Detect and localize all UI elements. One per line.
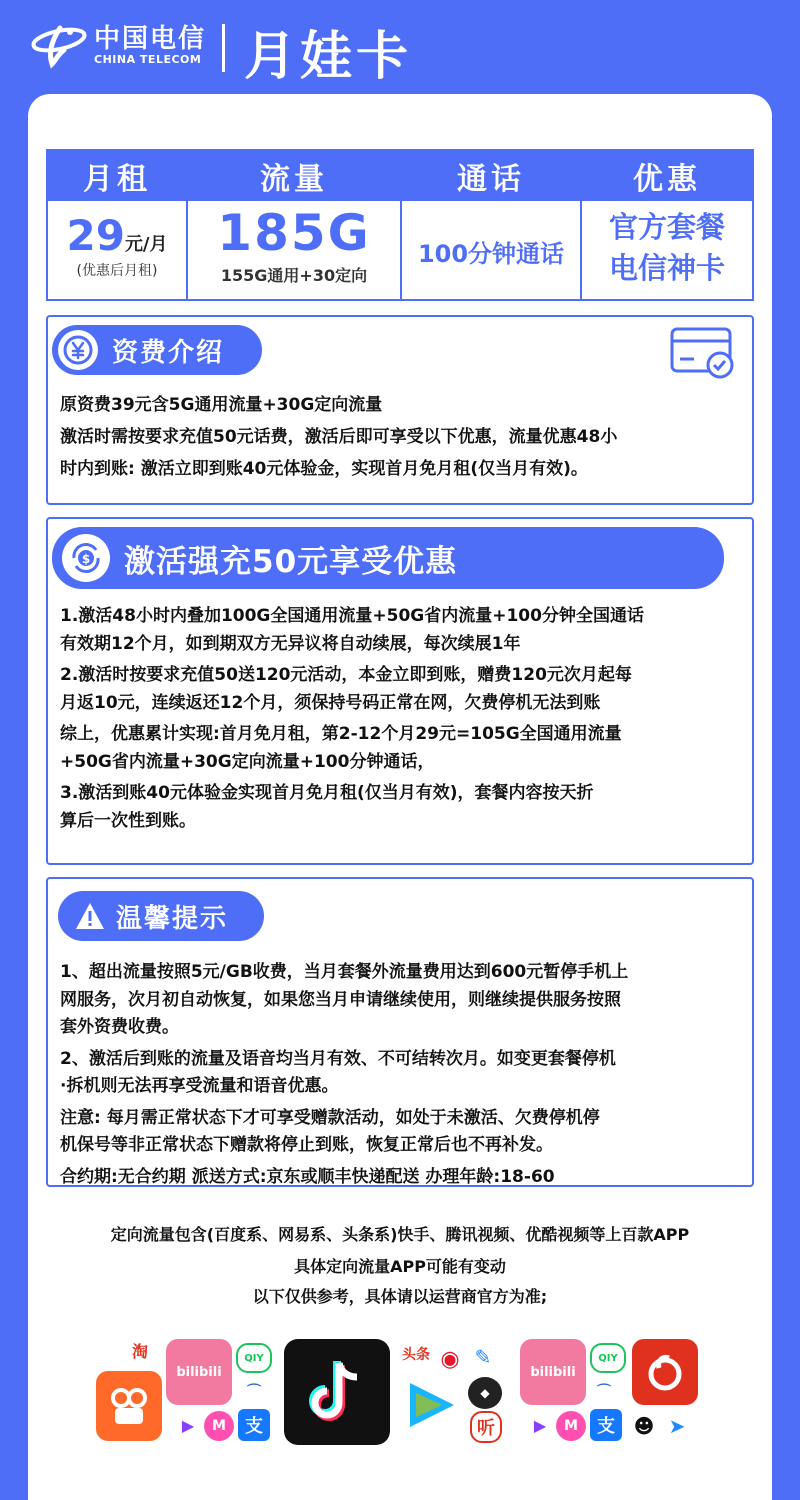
toutiao-icon: 头条 xyxy=(396,1343,436,1365)
iqiyi-icon-2: QIY xyxy=(590,1343,626,1373)
tips-line: 网服务，次月初自动恢复，如果您当月申请继续使用，则继续提供服务按照 xyxy=(60,989,621,1010)
promo-line: 算后一次性到账。 xyxy=(60,810,196,831)
alipay-icon-2: 支 xyxy=(590,1409,622,1441)
header-data: 流量 xyxy=(188,151,400,201)
header-rent: 月租 xyxy=(48,151,186,201)
calls-value: 100分钟通话 xyxy=(417,239,565,268)
tips-line: 注意: 每月需正常状态下才可享受赠款活动，如处于未激活、欠费停机停 xyxy=(60,1107,600,1128)
footer-line-2: 具体定向流量APP可能有变动 xyxy=(294,1257,506,1276)
header-calls: 通话 xyxy=(402,151,580,201)
promo-line: 月返10元，连续返还12个月，须保持号码正常在网，欠费停机无法到账 xyxy=(60,692,601,713)
promo-line: 有效期12个月，如到期双方无异议将自动续展，每次续展1年 xyxy=(60,633,521,654)
header-perks: 优惠 xyxy=(582,151,752,201)
fee-line: 激活时需按要求充值50元话费，激活后即可享受以下优惠，流量优惠48小 xyxy=(60,427,618,447)
china-telecom-mark-icon xyxy=(30,20,88,70)
footer-line-3: 以下仅供参考，具体请以运营商官方为准; xyxy=(252,1287,548,1306)
rent-amount: 29 xyxy=(66,211,125,260)
china-telecom-logo xyxy=(30,20,206,70)
youku-icon: ▶ xyxy=(174,1411,202,1439)
tips-line: 机保号等非正常状态下赠款将停止到账，恢复正常后也不再补发。 xyxy=(60,1135,553,1155)
rent-unit: 元/月 xyxy=(124,234,168,255)
calls-cell xyxy=(402,201,580,301)
promo-line: 2.激活时按要求充值50送120元活动，本金立即到账，赠费120元次月起每 xyxy=(60,665,632,685)
fee-title-pill xyxy=(52,325,262,375)
cctv-icon-2: ⌒ xyxy=(590,1379,618,1403)
alipay-icon: 支 xyxy=(238,1409,270,1441)
tingshu-icon: 听 xyxy=(470,1411,502,1443)
promo-section xyxy=(46,517,754,865)
tips-line: 合约期:无合约期 派送方式:京东或顺丰快递配送 办理年龄:18-60 xyxy=(60,1166,555,1187)
rent-note: (优惠后月租) xyxy=(76,263,158,279)
perk-line-2: 电信神卡 xyxy=(608,251,725,285)
promo-line: +50G省内流量+30G定向流量+100分钟通话， xyxy=(60,751,435,772)
paper-plane-icon: ➤ xyxy=(662,1411,692,1441)
plan-table xyxy=(46,149,754,301)
yen-icon xyxy=(58,330,98,370)
qq-icon: ☻ xyxy=(630,1411,658,1441)
weibo-icon: ◉ xyxy=(434,1343,466,1375)
tips-title-pill xyxy=(58,891,264,941)
promo-title-pill xyxy=(52,527,724,589)
footer-line-1: 定向流量包含(百度系、网易系、头条系)快手、腾讯视频、优酷视频等上百款APP xyxy=(110,1225,690,1244)
data-note: 155G通用+30定向 xyxy=(220,266,368,285)
fee-line: 时内到账: 激活立即到账40元体验金，实现首月免月租(仅当月有效)。 xyxy=(60,459,588,479)
data-cell xyxy=(188,201,400,301)
perk-line-1: 官方套餐 xyxy=(608,210,725,244)
promo-line: 1.激活48小时内叠加100G全国通用流量+50G省内流量+100分钟全国通话 xyxy=(60,606,644,626)
header xyxy=(0,0,800,100)
svg-text:$: $ xyxy=(81,552,91,566)
tips-line: 套外资费收费。 xyxy=(60,1017,179,1037)
douyin-icon xyxy=(284,1339,390,1445)
game-icon: ◆ xyxy=(468,1377,502,1409)
brand-cn: 中国电信 xyxy=(94,23,207,54)
card-name: 月娃卡 xyxy=(244,27,413,87)
fee-section xyxy=(46,315,754,505)
dollar-refresh-icon xyxy=(62,534,110,582)
warning-icon xyxy=(74,901,106,931)
bilibili-icon: bilibili xyxy=(166,1339,232,1405)
youku-icon-2: ▶ xyxy=(526,1411,554,1439)
tips-text xyxy=(60,959,628,1191)
mgtv-icon-2: M xyxy=(556,1411,586,1441)
netease-music-icon xyxy=(632,1339,698,1405)
bilibili-icon-2: bilibili xyxy=(520,1339,586,1405)
perks-cell xyxy=(582,201,752,301)
fee-title: 资费介绍 xyxy=(112,337,225,368)
promo-text xyxy=(60,603,644,835)
app-icon-cluster xyxy=(96,1335,704,1447)
tips-title: 温馨提示 xyxy=(116,903,229,934)
iqiyi-icon: QIY xyxy=(236,1343,272,1373)
tips-line: 1、超出流量按照5元/GB收费，当月套餐外流量费用达到600元暂停手机上 xyxy=(60,962,629,982)
cctv-icon: ⌒ xyxy=(240,1379,268,1403)
kuaishou-icon xyxy=(96,1371,162,1441)
tips-line: 2、激活后到账的流量及语音均当月有效、不可结转次月。如变更套餐停机 xyxy=(60,1048,616,1069)
tips-section xyxy=(46,877,754,1187)
card-check-icon xyxy=(668,325,738,381)
brand-en: CHINA TELECOM xyxy=(94,52,202,66)
promo-line: 综上，优惠累计实现:首月免月租，第2-12个月29元=105G全国通用流量 xyxy=(60,724,622,744)
tips-line: ·拆机则无法再享受流量和语音优惠。 xyxy=(60,1076,339,1096)
mgtv-icon: M xyxy=(204,1411,234,1441)
fee-line: 原资费39元含5G通用流量+30G定向流量 xyxy=(60,395,383,415)
tencent-video-icon xyxy=(396,1375,464,1435)
taobao-icon: 淘 xyxy=(131,1341,148,1361)
data-amount: 185G xyxy=(217,204,371,262)
promo-line: 3.激活到账40元体验金实现首月免月租(仅当月有效)，套餐内容按天折 xyxy=(60,783,594,803)
story-icon: ✎ xyxy=(468,1339,498,1375)
header-divider xyxy=(222,24,225,72)
fee-text xyxy=(60,391,617,483)
rent-cell xyxy=(48,201,186,301)
promo-title: 激活强充50元享受优惠 xyxy=(124,543,458,580)
